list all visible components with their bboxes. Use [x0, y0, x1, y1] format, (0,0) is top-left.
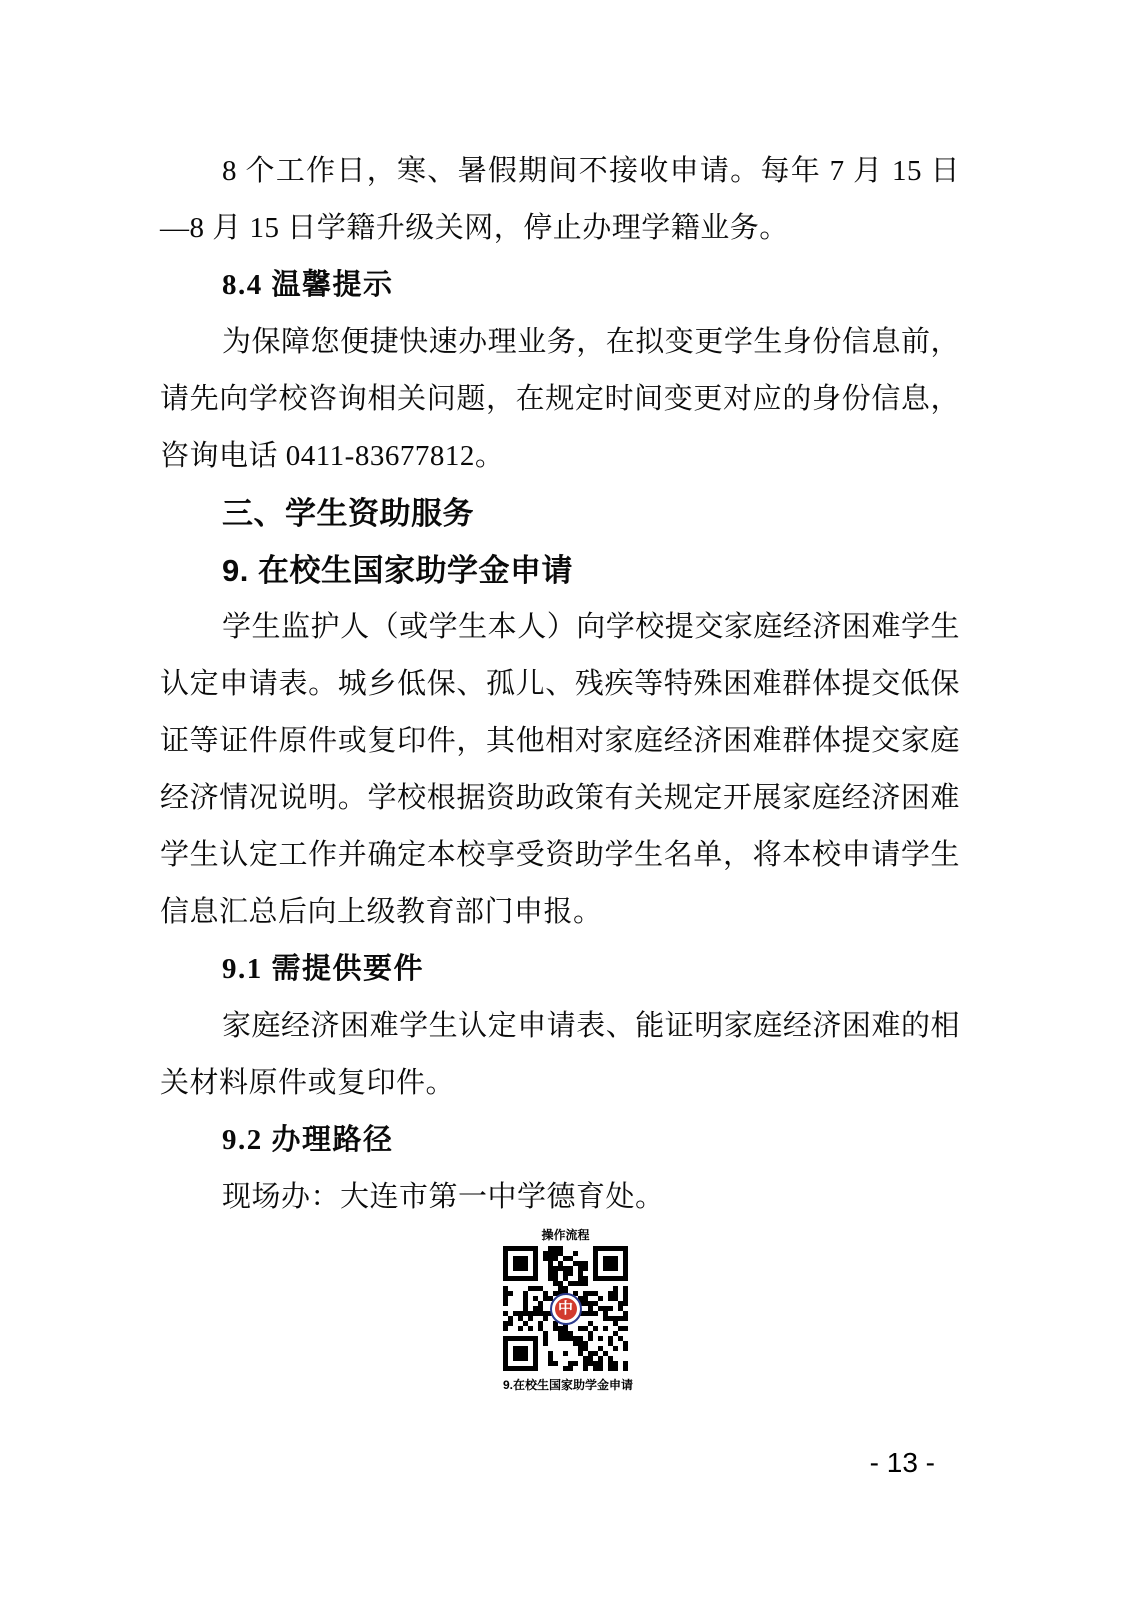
body-line: 8 个工作日，寒、暑假期间不接收申请。每年 7 月 15 日 — [222, 155, 960, 187]
body-line: 信息汇总后向上级教育部门申报。 — [160, 896, 603, 928]
subheading-9-2: 9.2 办理路径 — [222, 1124, 394, 1156]
body-line: 证等证件原件或复印件，其他相对家庭经济困难群体提交家庭 — [160, 725, 960, 757]
body-line: 家庭经济困难学生认定申请表、能证明家庭经济困难的相 — [222, 1010, 960, 1042]
body-line: 关材料原件或复印件。 — [160, 1067, 456, 1099]
section-heading-3: 三、学生资助服务 — [222, 496, 474, 531]
body-line: 为保障您便捷快速办理业务，在拟变更学生身份信息前， — [222, 326, 960, 358]
body-line-phone: 咨询电话 0411-83677812。 — [160, 440, 505, 472]
qr-caption-top: 操作流程 — [541, 1228, 590, 1242]
qr-center-logo — [550, 1293, 582, 1325]
qr-caption-bottom: 9.在校生国家助学金申请 — [503, 1378, 634, 1392]
body-line: 学生认定工作并确定本校享受资助学生名单，将本校申请学生 — [160, 839, 960, 871]
body-line: 认定申请表。城乡低保、孤儿、残疾等特殊困难群体提交低保 — [160, 668, 960, 700]
qr-figure — [503, 1228, 634, 1392]
body-line: 现场办：大连市第一中学德育处。 — [222, 1181, 665, 1213]
document-body — [160, 143, 960, 1392]
qr-logo-glyph: 中 — [555, 1298, 577, 1320]
body-line: 请先向学校咨询相关问题，在规定时间变更对应的身份信息， — [160, 383, 960, 415]
body-line: 学生监护人（或学生本人）向学校提交家庭经济困难学生 — [222, 611, 960, 643]
subheading-9-1: 9.1 需提供要件 — [222, 953, 425, 985]
page-number: - 13 - — [869, 1447, 935, 1478]
item-heading-9: 9. 在校生国家助学金申请 — [222, 553, 573, 588]
subheading-8-4: 8.4 温馨提示 — [222, 269, 394, 301]
qr-code — [503, 1246, 628, 1371]
body-line: 经济情况说明。学校根据资助政策有关规定开展家庭经济困难 — [160, 782, 960, 814]
body-line: —8 月 15 日学籍升级关网，停止办理学籍业务。 — [160, 212, 789, 244]
